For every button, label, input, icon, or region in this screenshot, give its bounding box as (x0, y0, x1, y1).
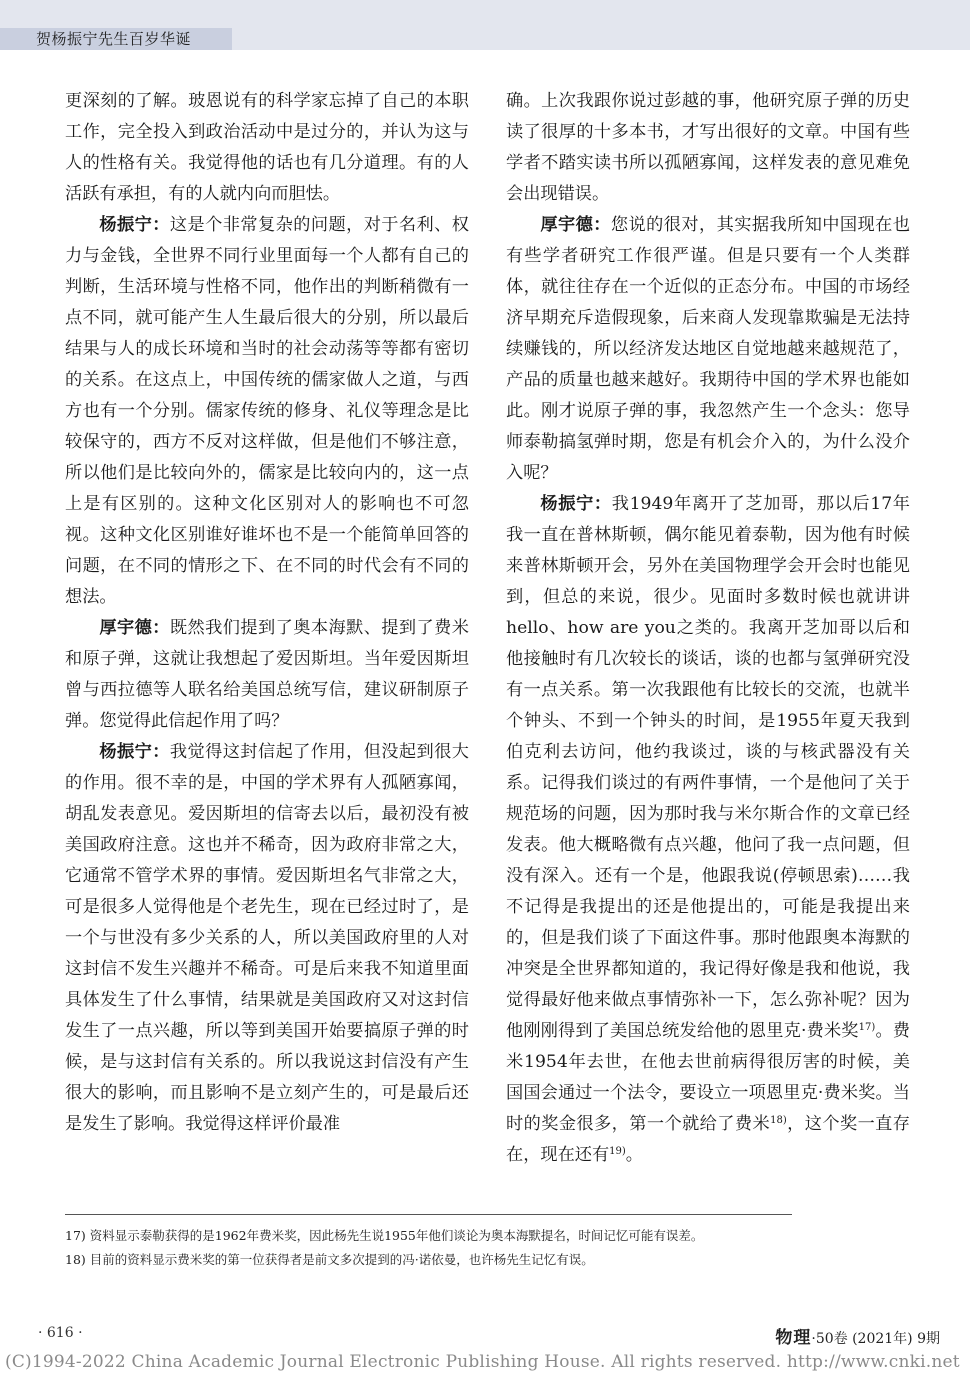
footnotes (65, 1224, 915, 1272)
speaker-label: 厚宇德： (540, 215, 611, 235)
paragraph-text: 您说的很对，其实据我所知中国现在也有些学者研究工作很严谨。但是只要有一个人类群体，就往往存在一个近似的正态分布。中国的市场经济早期充斥造假现象，后来商人发现靠欺骗是无法持续赚钱的，所以经济发达地区自觉地越来越规范了，产品的质量也越来越好。我期待中国的学术界也能如此。刚才说原子弹的事，我忽然产生一个念头：您导师泰勒搞氢弹时期，您是有机会介入的，为什么没介入呢？ (506, 215, 910, 483)
paragraph (506, 86, 910, 210)
paragraph (506, 489, 910, 1171)
speaker-label: 杨振宁： (99, 742, 170, 762)
speaker-label: 厚宇德： (99, 618, 170, 638)
paragraph-text: 确。上次我跟你说过彭越的事，他研究原子弹的历史读了很厚的十多本书，才写出很好的文章。中国有些学者不踏实读书所以孤陋寡闻，这样发表的意见难免会出现错误。 (506, 91, 910, 204)
footnote-ref[interactable]: 18) (770, 1115, 787, 1126)
journal-name: 物理 (775, 1328, 812, 1348)
paragraph-text: 既然我们提到了奥本海默、提到了费米和原子弹，这就让我想起了爱因斯坦。当年爱因斯坦曾与西拉德等人联名给美国总统写信，建议研制原子弹。您觉得此信起作用了吗？ (65, 618, 469, 731)
paragraph (65, 613, 469, 737)
paragraph (65, 210, 469, 613)
footnote: 17) 资料显示泰勒获得的是1962年费米奖，因此杨先生说1955年他们谈论为奥本海默提名，时间记忆可能有误差。 (65, 1228, 704, 1243)
paragraph (65, 86, 469, 210)
footnote-divider (65, 1214, 792, 1215)
speaker-label: 杨振宁： (540, 494, 612, 514)
page-number: · 616 · (38, 1325, 83, 1341)
paragraph-text: 我1949年离开了芝加哥，那以后17年我一直在普林斯顿，偶尔能见着泰勒，因为他有时候来普林斯顿开会，另外在美国物理学会开会时也能见到，但总的来说，很少。见面时多数时候也就讲讲hello、how are you之类的。我离开芝加哥以后和他接触时有几次较长的谈话，谈的也都与氢弹研究没有一点关系。第一次我跟他有比较长的交流，也就半个钟头、不到一个钟头的时间，是1955年夏天我到伯克利去访问，他约我谈过，谈的与核武器没有关系。记得我们谈过的有两件事情，一个是他问了关于规范场的问题，因为那时我与米尔斯合作的文章已经发表。他大概略微有点兴趣，他问了我一点问题，但没有深入。还有一个是，他跟我说(停顿思索)……我不记得是我提出的还是他提出的，可能是我提出来的，但是我们谈了下面这件事。那时他跟奥本海默的冲突是全世界都知道的，我记得好像是我和他说，我觉得最好他来做点事情弥补一下，怎么弥补呢？因为他刚刚得到了美国总统发给他的恩里克·费米奖 (506, 494, 910, 1041)
left-column (65, 86, 469, 1140)
speaker-label: 杨振宁： (99, 215, 170, 235)
section-title: 贺杨振宁先生百岁华诞 (0, 28, 232, 50)
paragraph-text: 。 (625, 1145, 643, 1165)
paragraph-text: 这是个非常复杂的问题，对于名利、权力与金钱，全世界不同行业里面每一个人都有自己的判断，生活环境与性格不同，他作出的判断稍微有一点不同，就可能产生人生最后很大的分别，所以最后结果与人的成长环境和当时的社会动荡等等都有密切的关系。在这点上，中国传统的儒家做人之道，与西方也有一个分别。儒家传统的修身、礼仪等理念是比较保守的，西方不反对这样做，但是他们不够注意，所以他们是比较向外的，儒家是比较向内的，这一点上是有区别的。这种文化区别对人的影响也不可忽视。这种文化区别谁好谁坏也不是一个能简单回答的问题，在不同的情形之下、在不同的时代会有不同的想法。 (65, 215, 469, 607)
paragraph-text: 我觉得这封信起了作用，但没起到很大的作用。很不幸的是，中国的学术界有人孤陋寡闻，胡乱发表意见。爱因斯坦的信寄去以后，最初没有被美国政府注意。这也并不稀奇，因为政府非常之大，它通常不管学术界的事情。爱因斯坦名气非常之大，可是很多人觉得他是个老先生，现在已经过时了，是一个与世没有多少关系的人，所以美国政府里的人对这封信不发生兴趣并不稀奇。可是后来我不知道里面具体发生了什么事情，结果就是美国政府又对这封信发生了一点兴趣，所以等到美国开始要搞原子弹的时候，是与这封信有关系的。所以我说这封信没有产生很大的影响，而且影响不是立刻产生的，可是最后还是发生了影响。我觉得这样评价最准 (65, 742, 469, 1134)
paragraph (506, 210, 910, 489)
paragraph-text: 更深刻的了解。玻恩说有的科学家忘掉了自己的本职工作，完全投入到政治活动中是过分的，并认为这与人的性格有关。我觉得他的话也有几分道理。有的人活跃有承担，有的人就内向而胆怯。 (65, 91, 469, 204)
paragraph-text: ，这个奖一直存在，现在还有 (506, 1114, 910, 1165)
journal-info (690, 1323, 940, 1348)
right-column (506, 86, 910, 1171)
footnote-ref[interactable]: 19) (609, 1146, 626, 1157)
paragraph-text: 。费米1954年去世，在他去世前病得很厉害的时候，美国国会通过一个法令，要设立一项恩里克·费米奖。当时的奖金很多，第一个就给了费米 (506, 1021, 910, 1134)
footnote: 18) 目前的资料显示费米奖的第一位获得者是前文多次提到的冯·诺依曼，也许杨先生记忆有误。 (65, 1252, 594, 1267)
footnote-ref[interactable]: 17) (858, 1022, 876, 1033)
copyright-notice: (C)1994-2022 China Academic Journal Electronic Publishing House. All rights reserved. http://www.cnki.net (5, 1352, 960, 1372)
paragraph (65, 737, 469, 1140)
journal-issue: ·50卷 (2021年) 9期 (811, 1331, 940, 1347)
